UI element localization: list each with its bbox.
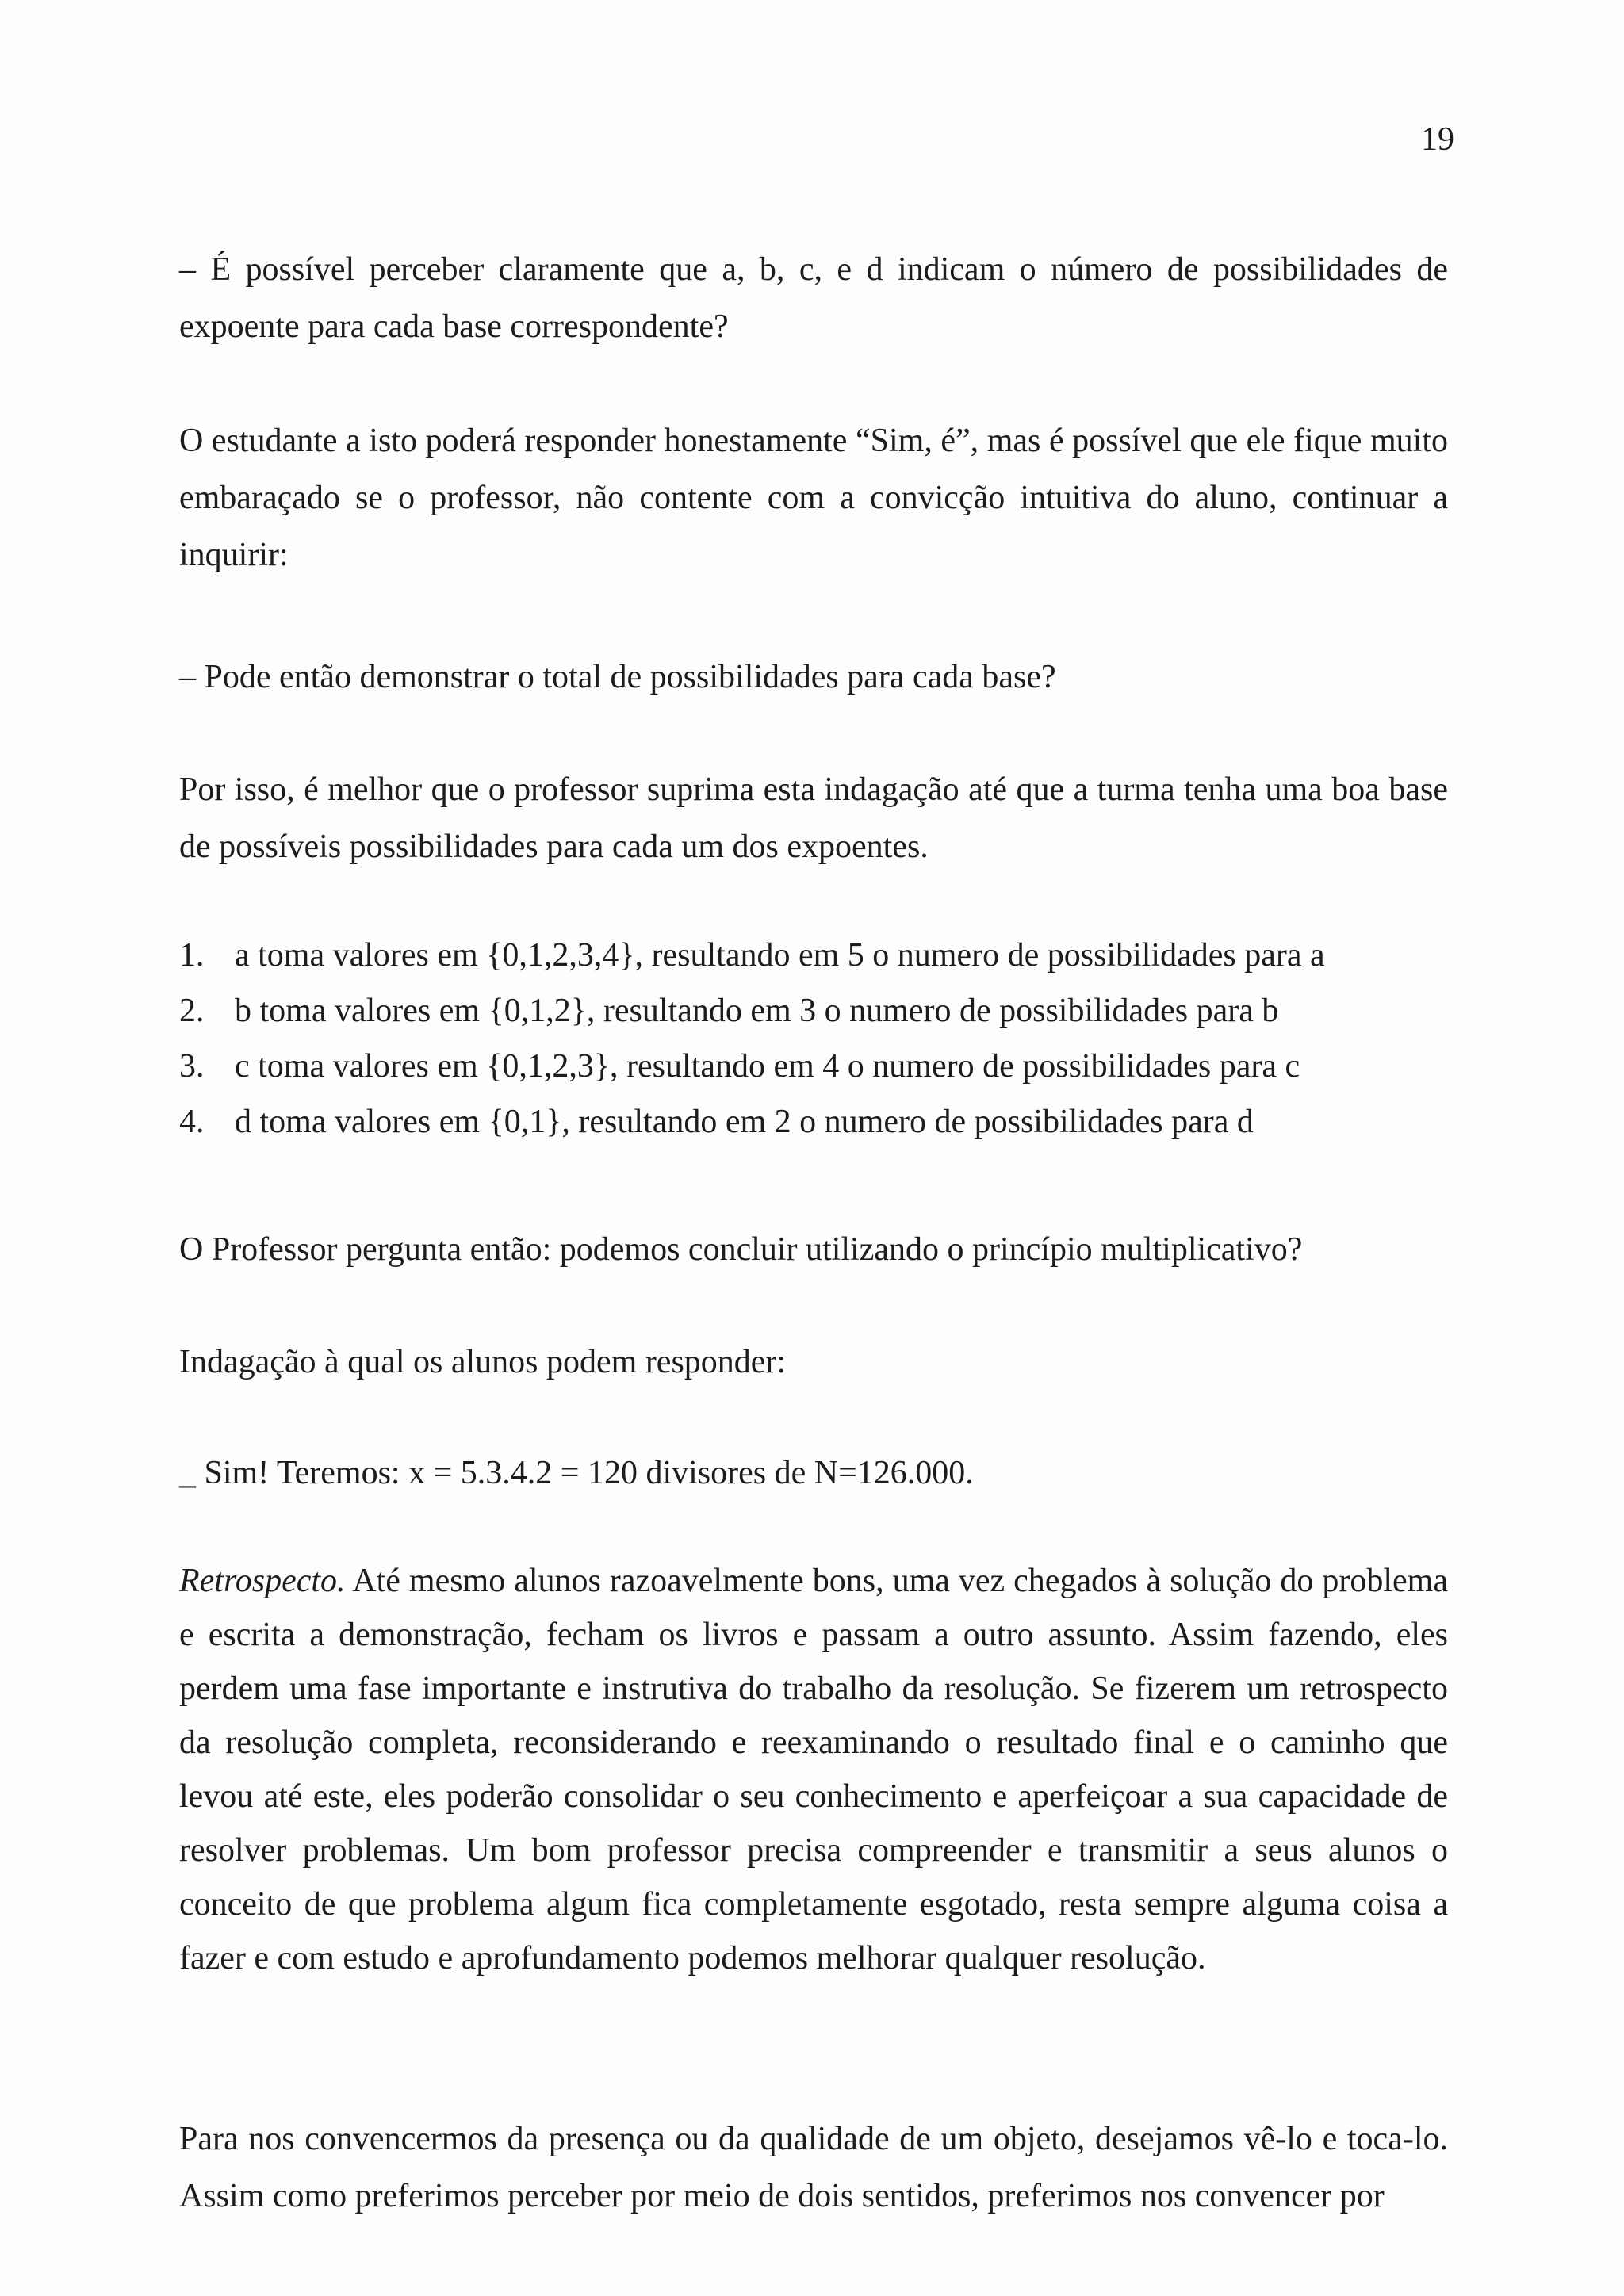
list-item [179,1094,1448,1150]
list-item-number: 4. [179,1104,205,1140]
paragraph-retrospect [179,1554,1448,1985]
paragraph-convince: Para nos convencermos da presença ou da qualidade de um objeto, desejamos vê-lo e toca-lo. Assim como preferimos perceber por meio de dois sentidos, preferimos nos convencer por [179,2121,1448,2214]
paragraph-question-exponents: – É possível perceber claramente que a, b, c, e d indicam o número de possibilidades de expoente para cada base correspondente? [179,251,1448,345]
paragraph-teacher-suppress: Por isso, é melhor que o professor suprima esta indagação até que a turma tenha uma boa base de possíveis possibilidades para cada um dos expoentes. [179,771,1448,865]
retrospect-heading: Retrospecto. [179,1563,346,1599]
list-item-text: c toma valores em {0,1,2,3}, resultando em 4 o numero de possibilidades para c [235,1048,1300,1085]
page-number: 19 [1421,121,1454,158]
retrospect-body: Até mesmo alunos razoavelmente bons, uma vez chegados à solução do problema e escrita a demonstração, fecham os livros e passam a outro assunto. Assim fazendo, eles perdem uma fase importante e instrutiva do trabalho da resolução. Se fizerem um retrospecto da resolução completa, reconsiderando e reexaminando o resultado final e o caminho que levou até este, eles poderão consolidar o seu conhecimento e aperfeiçoar a sua capacidade de resolver problemas. Um bom professor precisa compreender e transmitir a seus alunos o conceito de que problema algum fica completamente esgotado, resta sempre alguma coisa a fazer e com estudo e aprofundamento podemos melhorar qualquer resolução. [179,1563,1448,1976]
list-item [179,928,1448,983]
paragraph-students-reply: _ Sim! Teremos: x = 5.3.4.2 = 120 divisores de N=126.000. [179,1455,974,1491]
paragraph-student-answer: O estudante a isto poderá responder honestamente “Sim, é”, mas é possível que ele fique muito embaraçado se o professor, não contente com a convicção intuitiva do aluno, continuar a inquirir: [179,423,1448,573]
list-item [179,1039,1448,1094]
paragraph-professor-question: O Professor pergunta então: podemos concluir utilizando o princípio multiplicativo? [179,1231,1303,1268]
list-item-number: 2. [179,993,205,1029]
possibilities-list [179,928,1448,1150]
list-item-text: a toma valores em {0,1,2,3,4}, resultando em 5 o numero de possibilidades para a [235,937,1325,974]
list-item [179,983,1448,1039]
list-item-number: 1. [179,937,205,974]
list-item-text: d toma valores em {0,1}, resultando em 2 o numero de possibilidades para d [235,1104,1254,1140]
list-item-text: b toma valores em {0,1,2}, resultando em 3 o numero de possibilidades para b [235,993,1279,1029]
paragraph-students-reply-intro: Indagação à qual os alunos podem responder: [179,1344,787,1380]
list-item-number: 3. [179,1048,205,1085]
paragraph-question-demonstrate: – Pode então demonstrar o total de possibilidades para cada base? [179,659,1056,695]
